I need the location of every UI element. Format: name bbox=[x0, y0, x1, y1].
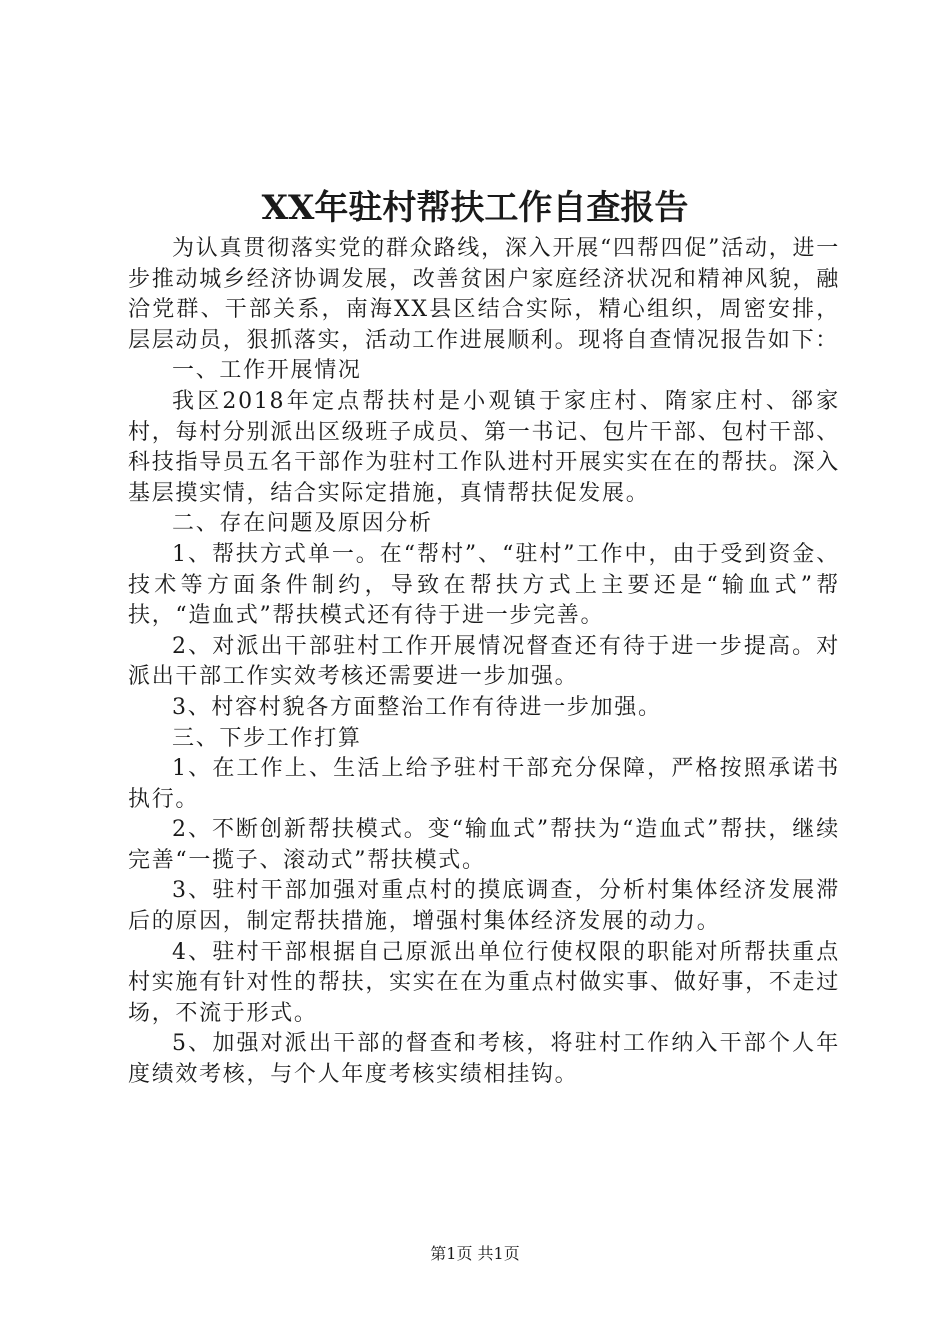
document-title: XX年驻村帮扶工作自查报告 bbox=[261, 188, 689, 228]
paragraph: 3、村容村貌各方面整治工作有待进一步加强。 bbox=[172, 694, 662, 720]
paragraph-intro: 为认真贯彻落实党的群众路线，深入开展“四帮四促”活动，进一步推动城乡经济协调发展，改善贫困户家庭经济状况和精神风貌，融洽党群、干部关系，南海XX县区结合实际，精心组织，周密安排，层层动员，狠抓落实，活动工作进展顺利。现将自查情况报告如下： bbox=[128, 236, 840, 353]
document-body bbox=[128, 234, 840, 1091]
paragraph: 我区2018年定点帮扶村是小观镇于家庄村、隋家庄村、郤家村，每村分别派出区级班子成员、第一书记、包片干部、包村干部、科技指导员五名干部作为驻村工作队进村开展实实在在的帮扶。深入基层摸实情，结合实际定措施，真情帮扶促发展。 bbox=[128, 388, 840, 506]
paragraph: 1、帮扶方式单一。在“帮村”、“驻村”工作中，由于受到资金、技术等方面条件制约，导致在帮扶方式上主要还是“输血式”帮扶，“造血式”帮扶模式还有待于进一步完善。 bbox=[128, 541, 840, 629]
section-heading-3: 三、下步工作打算 bbox=[172, 725, 362, 751]
paragraph: 2、对派出干部驻村工作开展情况督查还有待于进一步提高。对派出干部工作实效考核还需要进一步加强。 bbox=[128, 633, 840, 690]
paragraph: 2、不断创新帮扶模式。变“输血式”帮扶为“造血式”帮扶，继续完善“一揽子、滚动式”帮扶模式。 bbox=[128, 817, 840, 873]
section-heading-1: 一、工作开展情况 bbox=[172, 358, 362, 384]
paragraph: 5、加强对派出干部的督查和考核，将驻村工作纳入干部个人年度绩效考核，与个人年度考核实绩相挂钩。 bbox=[128, 1031, 840, 1088]
section-heading-2: 二、存在问题及原因分析 bbox=[172, 511, 433, 537]
paragraph: 3、驻村干部加强对重点村的摸底调查，分析村集体经济发展滞后的原因，制定帮扶措施，增强村集体经济发展的动力。 bbox=[128, 878, 840, 935]
page-footer: 第1页 共1页 bbox=[430, 1244, 520, 1263]
paragraph: 4、驻村干部根据自己原派出单位行使权限的职能对所帮扶重点村实施有针对性的帮扶，实实在在为重点村做实事、做好事，不走过场，不流于形式。 bbox=[128, 939, 840, 1026]
paragraph: 1、在工作上、生活上给予驻村干部充分保障，严格按照承诺书执行。 bbox=[128, 756, 840, 812]
